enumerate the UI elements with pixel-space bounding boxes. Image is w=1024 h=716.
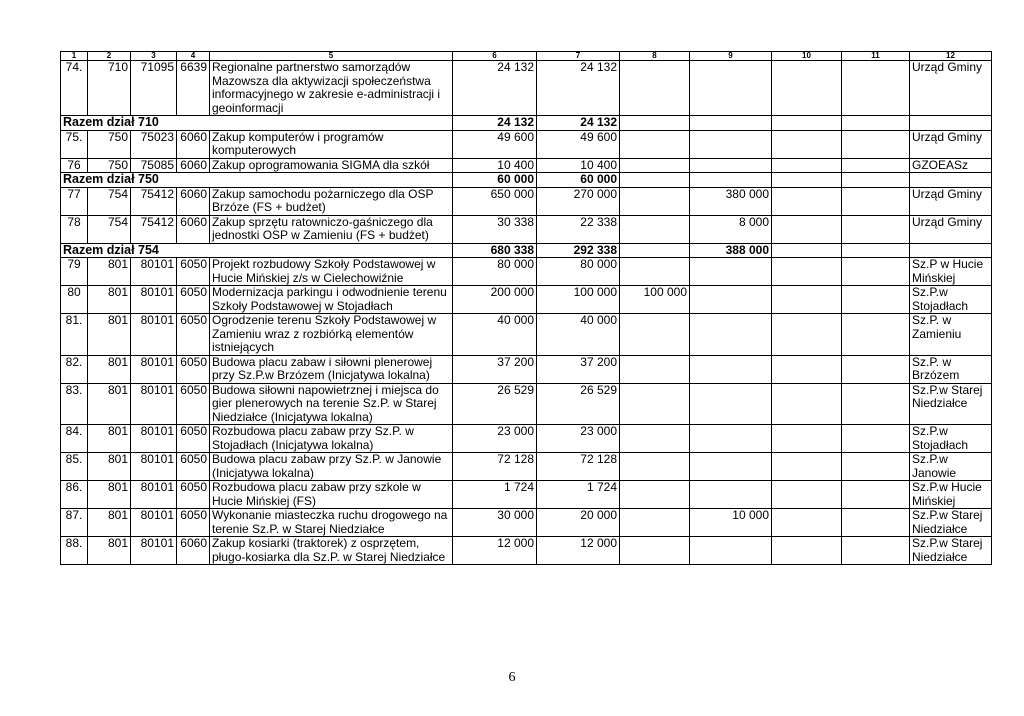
- dzial-cell: 801: [88, 425, 131, 453]
- paragraf-cell: 6060: [177, 130, 210, 158]
- amount-col9-cell: [690, 258, 772, 286]
- rozdzial-cell: 80101: [131, 481, 177, 509]
- row-number: 76: [61, 158, 88, 173]
- total-cost-cell: 12 000: [453, 537, 537, 565]
- task-name-cell: Ogrodzenie terenu Szkoły Podstawowej w Zamieniu wraz z rozbiórką elementów istniejących: [210, 314, 453, 356]
- amount-col8-cell: [620, 453, 690, 481]
- dzial-cell: 801: [88, 537, 131, 565]
- executor-cell: Urząd Gminy: [910, 61, 992, 116]
- total-cell: 292 338: [537, 243, 620, 258]
- amount-col9-cell: 8 000: [690, 215, 772, 243]
- dzial-cell: 801: [88, 453, 131, 481]
- table-row: [61, 383, 992, 425]
- amount-col9-cell: [690, 425, 772, 453]
- amount-col11-cell: [842, 509, 910, 537]
- task-name-cell: Projekt rozbudowy Szkoły Podstawowej w Hucie Mińskiej z/s w Cielechowiźnie: [210, 258, 453, 286]
- row-number: 85.: [61, 453, 88, 481]
- dzial-cell: 801: [88, 314, 131, 356]
- amount-col8-cell: [620, 215, 690, 243]
- rozdzial-cell: 80101: [131, 314, 177, 356]
- amount-col11-cell: [842, 355, 910, 383]
- table-row: [61, 537, 992, 565]
- paragraf-cell: 6050: [177, 383, 210, 425]
- paragraf-cell: 6050: [177, 509, 210, 537]
- executor-cell: Urząd Gminy: [910, 130, 992, 158]
- task-name-cell: Wykonanie miasteczka ruchu drogowego na terenie Sz.P. w Starej Niedziałce: [210, 509, 453, 537]
- total-cost-cell: 49 600: [453, 130, 537, 158]
- amount-col10-cell: [772, 286, 842, 314]
- row-number: 75.: [61, 130, 88, 158]
- amount-col9-cell: 380 000: [690, 187, 772, 215]
- rozdzial-cell: 80101: [131, 383, 177, 425]
- amount-col9-cell: [690, 537, 772, 565]
- rozdzial-cell: 75412: [131, 215, 177, 243]
- total-cell: [910, 116, 992, 131]
- column-number: 1: [61, 52, 88, 61]
- total-cell: [842, 173, 910, 188]
- task-name-cell: Regionalne partnerstwo samorządów Mazowsza dla aktywizacji społeczeństwa informacyjnego w zakresie e-administracji i geoinformacji: [210, 61, 453, 116]
- total-cell: [620, 173, 690, 188]
- paragraf-cell: 6639: [177, 61, 210, 116]
- amount-col7-cell: 72 128: [537, 453, 620, 481]
- total-cell: 24 132: [453, 116, 537, 131]
- amount-col10-cell: [772, 453, 842, 481]
- executor-cell: Sz.P. w Brzózem: [910, 355, 992, 383]
- amount-col10-cell: [772, 481, 842, 509]
- rozdzial-cell: 75085: [131, 158, 177, 173]
- amount-col10-cell: [772, 314, 842, 356]
- amount-col7-cell: 100 000: [537, 286, 620, 314]
- amount-col8-cell: [620, 355, 690, 383]
- amount-col9-cell: [690, 481, 772, 509]
- task-name-cell: Zakup oprogramowania SIGMA dla szkół: [210, 158, 453, 173]
- column-number: 3: [131, 52, 177, 61]
- amount-col9-cell: [690, 383, 772, 425]
- amount-col10-cell: [772, 355, 842, 383]
- total-cell: [910, 243, 992, 258]
- amount-col7-cell: 37 200: [537, 355, 620, 383]
- total-cost-cell: 1 724: [453, 481, 537, 509]
- paragraf-cell: 6050: [177, 355, 210, 383]
- section-total-row: [61, 116, 992, 131]
- budget-table: [60, 51, 992, 565]
- table-row: [61, 481, 992, 509]
- total-cost-cell: 30 338: [453, 215, 537, 243]
- executor-cell: Sz.P.w Stojadłach: [910, 425, 992, 453]
- paragraf-cell: 6060: [177, 187, 210, 215]
- dzial-cell: 801: [88, 258, 131, 286]
- column-number: 2: [88, 52, 131, 61]
- executor-cell: GZOEASz: [910, 158, 992, 173]
- total-cost-cell: 37 200: [453, 355, 537, 383]
- table-row: [61, 314, 992, 356]
- amount-col10-cell: [772, 383, 842, 425]
- total-cell: [772, 173, 842, 188]
- table-row: [61, 425, 992, 453]
- table-row: [61, 187, 992, 215]
- rozdzial-cell: 75412: [131, 187, 177, 215]
- section-total-row: [61, 243, 992, 258]
- amount-col7-cell: 23 000: [537, 425, 620, 453]
- section-total-label: Razem dział 754: [61, 243, 453, 258]
- task-name-cell: Budowa placu zabaw przy Sz.P. w Janowie (Inicjatywa lokalna): [210, 453, 453, 481]
- executor-cell: Sz.P.w Hucie Mińskiej: [910, 481, 992, 509]
- amount-col11-cell: [842, 187, 910, 215]
- table-row: [61, 158, 992, 173]
- dzial-cell: 801: [88, 509, 131, 537]
- amount-col8-cell: [620, 481, 690, 509]
- dzial-cell: 801: [88, 383, 131, 425]
- amount-col7-cell: 10 400: [537, 158, 620, 173]
- table-row: [61, 130, 992, 158]
- total-cost-cell: 30 000: [453, 509, 537, 537]
- total-cost-cell: 72 128: [453, 453, 537, 481]
- amount-col11-cell: [842, 453, 910, 481]
- total-cell: 60 000: [537, 173, 620, 188]
- amount-col7-cell: 1 724: [537, 481, 620, 509]
- amount-col10-cell: [772, 537, 842, 565]
- column-number: 12: [910, 52, 992, 61]
- amount-col10-cell: [772, 61, 842, 116]
- total-cost-cell: 80 000: [453, 258, 537, 286]
- dzial-cell: 801: [88, 481, 131, 509]
- row-number: 74.: [61, 61, 88, 116]
- amount-col8-cell: [620, 537, 690, 565]
- executor-cell: Sz.P w Hucie Mińskiej: [910, 258, 992, 286]
- amount-col11-cell: [842, 258, 910, 286]
- amount-col7-cell: 24 132: [537, 61, 620, 116]
- rozdzial-cell: 75023: [131, 130, 177, 158]
- paragraf-cell: 6050: [177, 481, 210, 509]
- amount-col9-cell: [690, 130, 772, 158]
- table-row: [61, 453, 992, 481]
- paragraf-cell: 6060: [177, 158, 210, 173]
- amount-col8-cell: 100 000: [620, 286, 690, 314]
- total-cell: [772, 243, 842, 258]
- paragraf-cell: 6050: [177, 314, 210, 356]
- executor-cell: Sz.P.w Starej Niedziałce: [910, 537, 992, 565]
- amount-col9-cell: [690, 355, 772, 383]
- amount-col10-cell: [772, 187, 842, 215]
- total-cost-cell: 23 000: [453, 425, 537, 453]
- paragraf-cell: 6060: [177, 215, 210, 243]
- row-number: 80: [61, 286, 88, 314]
- rozdzial-cell: 80101: [131, 453, 177, 481]
- total-cell: [842, 243, 910, 258]
- dzial-cell: 754: [88, 187, 131, 215]
- total-cell: [620, 116, 690, 131]
- total-cost-cell: 26 529: [453, 383, 537, 425]
- dzial-cell: 750: [88, 158, 131, 173]
- total-cell: 24 132: [537, 116, 620, 131]
- executor-cell: Urząd Gminy: [910, 215, 992, 243]
- total-cell: 60 000: [453, 173, 537, 188]
- table-row: [61, 258, 992, 286]
- executor-cell: Sz.P. w Zamieniu: [910, 314, 992, 356]
- amount-col9-cell: [690, 314, 772, 356]
- paragraf-cell: 6050: [177, 258, 210, 286]
- table-row: [61, 215, 992, 243]
- row-number: 79: [61, 258, 88, 286]
- dzial-cell: 710: [88, 61, 131, 116]
- rozdzial-cell: 80101: [131, 286, 177, 314]
- row-number: 81.: [61, 314, 88, 356]
- total-cell: [842, 116, 910, 131]
- amount-col7-cell: 12 000: [537, 537, 620, 565]
- amount-col9-cell: 10 000: [690, 509, 772, 537]
- amount-col7-cell: 80 000: [537, 258, 620, 286]
- executor-cell: Urząd Gminy: [910, 187, 992, 215]
- rozdzial-cell: 80101: [131, 355, 177, 383]
- amount-col10-cell: [772, 158, 842, 173]
- task-name-cell: Modernizacja parkingu i odwodnienie terenu Szkoły Podstawowej w Stojadłach: [210, 286, 453, 314]
- amount-col9-cell: [690, 61, 772, 116]
- row-number: 77: [61, 187, 88, 215]
- amount-col9-cell: [690, 158, 772, 173]
- dzial-cell: 801: [88, 355, 131, 383]
- section-total-label: Razem dział 750: [61, 173, 453, 188]
- total-cost-cell: 200 000: [453, 286, 537, 314]
- section-total-label: Razem dział 710: [61, 116, 453, 131]
- column-number: 10: [772, 52, 842, 61]
- paragraf-cell: 6050: [177, 453, 210, 481]
- table-row: [61, 355, 992, 383]
- amount-col10-cell: [772, 425, 842, 453]
- amount-col7-cell: 270 000: [537, 187, 620, 215]
- dzial-cell: 801: [88, 286, 131, 314]
- rozdzial-cell: 80101: [131, 425, 177, 453]
- rozdzial-cell: 71095: [131, 61, 177, 116]
- total-cost-cell: 40 000: [453, 314, 537, 356]
- total-cell: 680 338: [453, 243, 537, 258]
- column-number: 7: [537, 52, 620, 61]
- amount-col8-cell: [620, 425, 690, 453]
- amount-col7-cell: 26 529: [537, 383, 620, 425]
- amount-col10-cell: [772, 258, 842, 286]
- total-cost-cell: 24 132: [453, 61, 537, 116]
- amount-col11-cell: [842, 481, 910, 509]
- executor-cell: Sz.P.w Starej Niedziałce: [910, 509, 992, 537]
- amount-col8-cell: [620, 187, 690, 215]
- column-header-row: [61, 52, 992, 61]
- rozdzial-cell: 80101: [131, 509, 177, 537]
- column-number: 8: [620, 52, 690, 61]
- amount-col11-cell: [842, 286, 910, 314]
- table-row: [61, 61, 992, 116]
- column-number: 9: [690, 52, 772, 61]
- amount-col8-cell: [620, 383, 690, 425]
- dzial-cell: 754: [88, 215, 131, 243]
- amount-col8-cell: [620, 130, 690, 158]
- paragraf-cell: 6050: [177, 425, 210, 453]
- amount-col10-cell: [772, 130, 842, 158]
- total-cell: [690, 116, 772, 131]
- task-name-cell: Rozbudowa placu zabaw przy Sz.P. w Stojadłach (Inicjatywa lokalna): [210, 425, 453, 453]
- column-number: 6: [453, 52, 537, 61]
- amount-col11-cell: [842, 215, 910, 243]
- amount-col11-cell: [842, 130, 910, 158]
- table-row: [61, 286, 992, 314]
- amount-col7-cell: 49 600: [537, 130, 620, 158]
- executor-cell: Sz.P.w Stojadłach: [910, 286, 992, 314]
- amount-col8-cell: [620, 314, 690, 356]
- row-number: 78: [61, 215, 88, 243]
- table-row: [61, 509, 992, 537]
- total-cell: [910, 173, 992, 188]
- amount-col9-cell: [690, 453, 772, 481]
- amount-col11-cell: [842, 537, 910, 565]
- row-number: 84.: [61, 425, 88, 453]
- amount-col7-cell: 40 000: [537, 314, 620, 356]
- total-cell: [620, 243, 690, 258]
- total-cell: 388 000: [690, 243, 772, 258]
- amount-col8-cell: [620, 258, 690, 286]
- task-name-cell: Budowa siłowni napowietrznej i miejsca do gier plenerowych na terenie Sz.P. w Starej Niedziałce (Inicjatywa lokalna): [210, 383, 453, 425]
- total-cost-cell: 10 400: [453, 158, 537, 173]
- amount-col9-cell: [690, 286, 772, 314]
- task-name-cell: Rozbudowa placu zabaw przy szkole w Hucie Mińskiej (FS): [210, 481, 453, 509]
- section-total-row: [61, 173, 992, 188]
- amount-col8-cell: [620, 61, 690, 116]
- total-cost-cell: 650 000: [453, 187, 537, 215]
- row-number: 86.: [61, 481, 88, 509]
- amount-col11-cell: [842, 61, 910, 116]
- paragraf-cell: 6050: [177, 286, 210, 314]
- task-name-cell: Zakup komputerów i programów komputerowych: [210, 130, 453, 158]
- task-name-cell: Zakup sprzętu ratowniczo-gaśniczego dla jednostki OSP w Zamieniu (FS + budżet): [210, 215, 453, 243]
- amount-col10-cell: [772, 215, 842, 243]
- row-number: 87.: [61, 509, 88, 537]
- amount-col11-cell: [842, 383, 910, 425]
- amount-col11-cell: [842, 425, 910, 453]
- amount-col7-cell: 22 338: [537, 215, 620, 243]
- row-number: 82.: [61, 355, 88, 383]
- total-cell: [772, 116, 842, 131]
- amount-col8-cell: [620, 509, 690, 537]
- column-number: 5: [210, 52, 453, 61]
- paragraf-cell: 6060: [177, 537, 210, 565]
- page-number: 6: [508, 670, 516, 685]
- amount-col11-cell: [842, 314, 910, 356]
- row-number: 88.: [61, 537, 88, 565]
- executor-cell: Sz.P.w Janowie: [910, 453, 992, 481]
- rozdzial-cell: 80101: [131, 258, 177, 286]
- executor-cell: Sz.P.w Starej Niedziałce: [910, 383, 992, 425]
- task-name-cell: Zakup samochodu pożarniczego dla OSP Brzóze (FS + budżet): [210, 187, 453, 215]
- row-number: 83.: [61, 383, 88, 425]
- amount-col10-cell: [772, 509, 842, 537]
- task-name-cell: Budowa placu zabaw i siłowni plenerowej przy Sz.P.w Brzózem (Inicjatywa lokalna): [210, 355, 453, 383]
- amount-col11-cell: [842, 158, 910, 173]
- amount-col8-cell: [620, 158, 690, 173]
- amount-col7-cell: 20 000: [537, 509, 620, 537]
- total-cell: [690, 173, 772, 188]
- column-number: 4: [177, 52, 210, 61]
- rozdzial-cell: 80101: [131, 537, 177, 565]
- column-number: 11: [842, 52, 910, 61]
- task-name-cell: Zakup kosiarki (traktorek) z osprzętem, pługo-kosiarka dla Sz.P. w Starej Niedziałce: [210, 537, 453, 565]
- dzial-cell: 750: [88, 130, 131, 158]
